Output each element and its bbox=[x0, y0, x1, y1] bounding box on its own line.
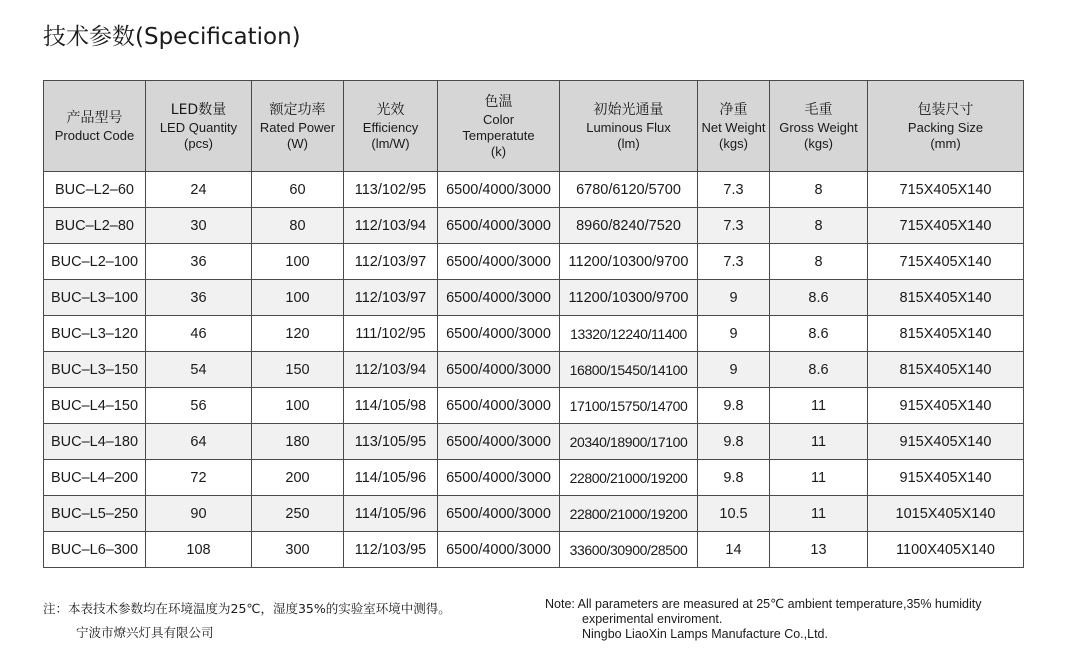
note-english-line2: experimental enviroment. bbox=[582, 612, 723, 626]
table-cell: BUC–L5–250 bbox=[44, 496, 146, 532]
table-cell: 150 bbox=[252, 352, 344, 388]
table-cell: 14 bbox=[698, 532, 770, 568]
column-header bbox=[44, 81, 146, 172]
table-cell: 715X405X140 bbox=[868, 172, 1024, 208]
table-cell: 112/103/94 bbox=[344, 208, 438, 244]
column-header-chinese: 初始光通量 bbox=[593, 101, 664, 118]
table-cell: 80 bbox=[252, 208, 344, 244]
table-cell: 8960/8240/7520 bbox=[560, 208, 698, 244]
table-cell: 6500/4000/3000 bbox=[438, 280, 560, 316]
column-header-chinese: 毛重 bbox=[804, 101, 833, 118]
page-title: 技术参数(Specification) bbox=[43, 24, 301, 50]
table-cell: 9.8 bbox=[698, 388, 770, 424]
column-header-english: Rated Power bbox=[259, 119, 336, 135]
table-cell: 815X405X140 bbox=[868, 280, 1024, 316]
table-body bbox=[44, 172, 1024, 568]
table-cell: 112/103/97 bbox=[344, 280, 438, 316]
table-cell: 7.3 bbox=[698, 244, 770, 280]
table-cell: 8.6 bbox=[770, 280, 868, 316]
table-cell: 6500/4000/3000 bbox=[438, 316, 560, 352]
table-cell: 715X405X140 bbox=[868, 208, 1024, 244]
table-cell: 24 bbox=[146, 172, 252, 208]
table-cell: 114/105/96 bbox=[344, 460, 438, 496]
note-chinese bbox=[43, 597, 451, 645]
table-cell: 715X405X140 bbox=[868, 244, 1024, 280]
table-header bbox=[44, 81, 1024, 172]
table-cell: 100 bbox=[252, 280, 344, 316]
column-header bbox=[770, 81, 868, 172]
table-cell: 1015X405X140 bbox=[868, 496, 1024, 532]
table-cell: 11 bbox=[770, 460, 868, 496]
table-cell: 9.8 bbox=[698, 424, 770, 460]
table-cell: 100 bbox=[252, 388, 344, 424]
column-header-english: Packing Size bbox=[907, 119, 984, 135]
table-cell: 8.6 bbox=[770, 352, 868, 388]
table-cell: 100 bbox=[252, 244, 344, 280]
table-cell: BUC–L3–150 bbox=[44, 352, 146, 388]
table-cell: 111/102/95 bbox=[344, 316, 438, 352]
table-cell: 915X405X140 bbox=[868, 388, 1024, 424]
table-cell: BUC–L6–300 bbox=[44, 532, 146, 568]
table-cell: 6500/4000/3000 bbox=[438, 208, 560, 244]
column-header bbox=[344, 81, 438, 172]
table-cell: 6500/4000/3000 bbox=[438, 496, 560, 532]
table-cell: 8 bbox=[770, 244, 868, 280]
table-cell: 8 bbox=[770, 172, 868, 208]
table-row bbox=[44, 352, 1024, 388]
column-header-english: (k) bbox=[490, 143, 507, 159]
table-cell: 9 bbox=[698, 352, 770, 388]
column-header-english: Gross Weight bbox=[779, 119, 858, 135]
table-cell: BUC–L2–80 bbox=[44, 208, 146, 244]
table-cell: 915X405X140 bbox=[868, 424, 1024, 460]
table-cell: 20340/18900/17100 bbox=[560, 424, 698, 460]
column-header-english: (kgs) bbox=[804, 135, 833, 151]
table-cell: 9 bbox=[698, 280, 770, 316]
column-header bbox=[868, 81, 1024, 172]
table-cell: 114/105/96 bbox=[344, 496, 438, 532]
table-cell: 17100/15750/14700 bbox=[560, 388, 698, 424]
table-cell: 6500/4000/3000 bbox=[438, 172, 560, 208]
table-cell: 1100X405X140 bbox=[868, 532, 1024, 568]
table-cell: 113/102/95 bbox=[344, 172, 438, 208]
column-header-chinese: 产品型号 bbox=[66, 109, 123, 126]
table-cell: BUC–L4–150 bbox=[44, 388, 146, 424]
table-row bbox=[44, 172, 1024, 208]
table-cell: 815X405X140 bbox=[868, 352, 1024, 388]
table-cell: 56 bbox=[146, 388, 252, 424]
column-header-english: Color bbox=[482, 111, 515, 127]
table-cell: 112/103/97 bbox=[344, 244, 438, 280]
table-cell: 11 bbox=[770, 496, 868, 532]
table-cell: 22800/21000/19200 bbox=[560, 460, 698, 496]
table-cell: 114/105/98 bbox=[344, 388, 438, 424]
table-cell: 11 bbox=[770, 388, 868, 424]
table-cell: BUC–L3–100 bbox=[44, 280, 146, 316]
table-row bbox=[44, 496, 1024, 532]
table-cell: 6500/4000/3000 bbox=[438, 532, 560, 568]
column-header-chinese: 净重 bbox=[719, 101, 748, 118]
column-header-english: (pcs) bbox=[184, 135, 213, 151]
table-cell: 915X405X140 bbox=[868, 460, 1024, 496]
column-header bbox=[252, 81, 344, 172]
table-row bbox=[44, 424, 1024, 460]
table-cell: 90 bbox=[146, 496, 252, 532]
column-header bbox=[438, 81, 560, 172]
table-cell: BUC–L3–120 bbox=[44, 316, 146, 352]
column-header-english: Luminous Flux bbox=[586, 119, 671, 135]
company-name-chinese: 宁波市燎兴灯具有限公司 bbox=[76, 625, 214, 640]
column-header-english: Temperatute bbox=[462, 127, 535, 143]
column-header-english: LED Quantity bbox=[159, 119, 238, 135]
table-cell: BUC–L2–100 bbox=[44, 244, 146, 280]
column-header-english: Product Code bbox=[54, 127, 135, 143]
table-cell: 22800/21000/19200 bbox=[560, 496, 698, 532]
table-cell: 11 bbox=[770, 424, 868, 460]
table-cell: 6500/4000/3000 bbox=[438, 244, 560, 280]
column-header-english: (kgs) bbox=[719, 135, 748, 151]
table-row bbox=[44, 460, 1024, 496]
table-cell: BUC–L2–60 bbox=[44, 172, 146, 208]
table-cell: 30 bbox=[146, 208, 252, 244]
column-header bbox=[146, 81, 252, 172]
table-cell: 8 bbox=[770, 208, 868, 244]
table-cell: 300 bbox=[252, 532, 344, 568]
column-header bbox=[698, 81, 770, 172]
table-cell: 6500/4000/3000 bbox=[438, 424, 560, 460]
table-cell: 16800/15450/14100 bbox=[560, 352, 698, 388]
table-row bbox=[44, 208, 1024, 244]
table-cell: 200 bbox=[252, 460, 344, 496]
table-cell: 36 bbox=[146, 280, 252, 316]
note-chinese-text: 注：本表技术参数均在环境温度为25℃，湿度35%的实验室环境中测得。 bbox=[43, 601, 451, 616]
column-header-chinese: 光效 bbox=[376, 101, 405, 118]
column-header bbox=[560, 81, 698, 172]
table-cell: 6500/4000/3000 bbox=[438, 460, 560, 496]
table-cell: 9.8 bbox=[698, 460, 770, 496]
table-cell: 7.3 bbox=[698, 208, 770, 244]
column-header-english: Net Weight bbox=[701, 119, 766, 135]
table-cell: 6500/4000/3000 bbox=[438, 352, 560, 388]
table-cell: 54 bbox=[146, 352, 252, 388]
table-cell: 13320/12240/11400 bbox=[560, 316, 698, 352]
header-row bbox=[44, 81, 1024, 172]
company-name-english: Ningbo LiaoXin Lamps Manufacture Co.,Ltd. bbox=[582, 627, 828, 641]
table-cell: BUC–L4–180 bbox=[44, 424, 146, 460]
table-cell: 180 bbox=[252, 424, 344, 460]
table-cell: 112/103/95 bbox=[344, 532, 438, 568]
note-english bbox=[545, 597, 981, 642]
table-row bbox=[44, 532, 1024, 568]
table-cell: 46 bbox=[146, 316, 252, 352]
table-cell: 72 bbox=[146, 460, 252, 496]
column-header-english: (W) bbox=[287, 135, 308, 151]
table-row bbox=[44, 280, 1024, 316]
table-cell: 8.6 bbox=[770, 316, 868, 352]
column-header-chinese: 额定功率 bbox=[269, 101, 326, 118]
table-cell: 9 bbox=[698, 316, 770, 352]
table-cell: 60 bbox=[252, 172, 344, 208]
column-header-english: (mm) bbox=[930, 135, 961, 151]
column-header-chinese: LED数量 bbox=[170, 101, 227, 118]
table-cell: BUC–L4–200 bbox=[44, 460, 146, 496]
column-header-english: Efficiency bbox=[362, 119, 419, 135]
table-cell: 120 bbox=[252, 316, 344, 352]
table-cell: 7.3 bbox=[698, 172, 770, 208]
table-cell: 33600/30900/28500 bbox=[560, 532, 698, 568]
table-cell: 6500/4000/3000 bbox=[438, 388, 560, 424]
table-cell: 113/105/95 bbox=[344, 424, 438, 460]
note-english-line1: Note: All parameters are measured at 25℃ ambient temperature,35% humidity bbox=[545, 597, 982, 611]
table-cell: 108 bbox=[146, 532, 252, 568]
table-cell: 10.5 bbox=[698, 496, 770, 532]
table-row bbox=[44, 244, 1024, 280]
table-row bbox=[44, 388, 1024, 424]
table-cell: 64 bbox=[146, 424, 252, 460]
table-cell: 6780/6120/5700 bbox=[560, 172, 698, 208]
column-header-english: (lm/W) bbox=[371, 135, 410, 151]
specification-table bbox=[43, 80, 1024, 568]
table-cell: 36 bbox=[146, 244, 252, 280]
column-header-chinese: 色温 bbox=[484, 93, 513, 110]
table-cell: 112/103/94 bbox=[344, 352, 438, 388]
table-cell: 11200/10300/9700 bbox=[560, 244, 698, 280]
column-header-english: (lm) bbox=[617, 135, 640, 151]
table-row bbox=[44, 316, 1024, 352]
column-header-chinese: 包装尺寸 bbox=[917, 101, 974, 118]
table-cell: 250 bbox=[252, 496, 344, 532]
table-cell: 11200/10300/9700 bbox=[560, 280, 698, 316]
table-cell: 815X405X140 bbox=[868, 316, 1024, 352]
table-cell: 13 bbox=[770, 532, 868, 568]
